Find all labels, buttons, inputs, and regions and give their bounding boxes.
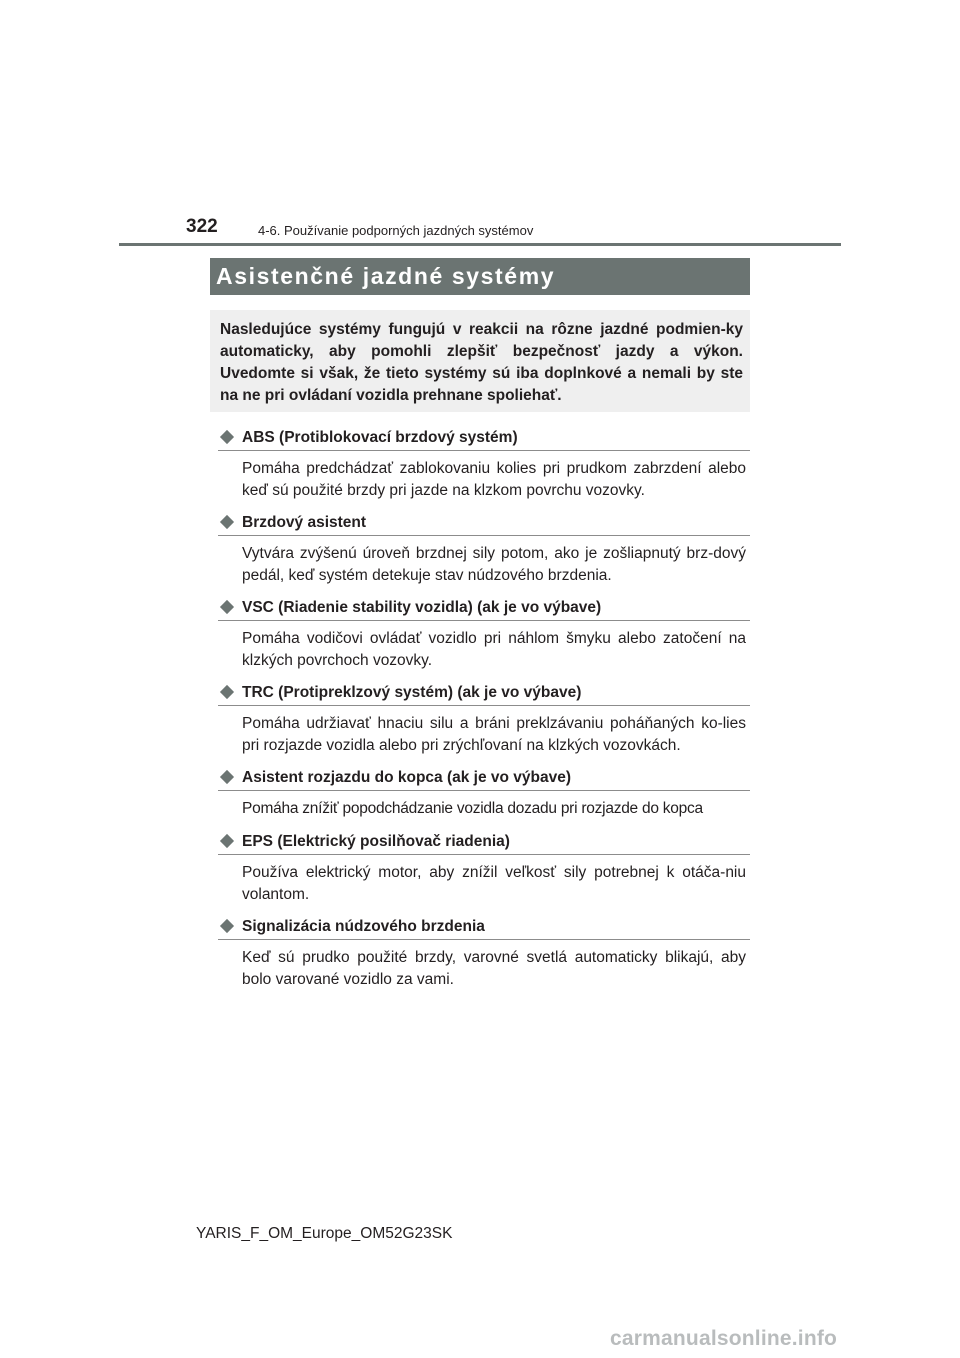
item-title: ABS (Protiblokovací brzdový systém) [242,429,518,446]
item-heading [218,683,750,705]
item-body: Pomáha predchádzať zablokovaniu kolies pri prudkom zabrzdení alebo keď sú použité brzdy pri jazde na klzkom povrchu vozovky. [242,460,746,499]
page-title: Asistenčné jazdné systémy [216,263,556,289]
diamond-bullet-icon [220,515,234,529]
list-item-hill-start-assist [218,768,750,820]
item-body: Vytvára zvýšenú úroveň brzdnej sily potom, ako je zošliapnutý brz-dový pedál, keď systém detekuje stav núdzového brzdenia. [242,545,746,584]
title-bar [210,258,750,295]
item-heading [218,513,750,535]
list-item-eps [218,832,750,906]
item-divider [218,790,750,791]
diamond-bullet-icon [220,685,234,699]
item-divider [218,705,750,706]
item-heading [218,768,750,790]
watermark: carmanualsonline.info [610,1327,838,1350]
item-heading [218,917,750,939]
item-heading [218,832,750,854]
item-body: Pomáha udržiavať hnaciu silu a bráni preklzávaniu poháňaných ko-lies pri rozjazde vozidla alebo pri zrýchľovaní na klzkých vozovkách. [242,715,746,754]
item-heading [218,428,750,450]
diamond-bullet-icon [220,770,234,784]
list-item-trc [218,683,750,757]
section-header: 4-6. Používanie podporných jazdných systémov [258,223,534,238]
diamond-bullet-icon [220,430,234,444]
item-title: Brzdový asistent [242,514,367,531]
item-divider [218,450,750,451]
item-title: TRC (Protipreklzový systém) (ak je vo výbave) [242,684,582,701]
diamond-bullet-icon [220,834,234,848]
header-rule [119,243,841,246]
item-divider [218,939,750,940]
item-body: Pomáha znížiť popodchádzanie vozidla dozadu pri rozjazde do kopca [242,800,703,817]
item-title: Signalizácia núdzového brzdenia [242,918,485,935]
list-item-brake-assist [218,513,750,587]
item-divider [218,620,750,621]
list-item-emergency-brake-signal [218,917,750,991]
item-divider [218,535,750,536]
intro-text: Nasledujúce systémy fungujú v reakcii na rôzne jazdné podmien-ky automaticky, aby pomohli zlepšiť bezpečnosť jazdy a výkon. Uvedomte si však, že tieto systémy sú iba doplnkové a nemali by ste na ne pri ovládaní vozidla prehnane spoliehať. [220,321,743,404]
item-divider [218,854,750,855]
diamond-bullet-icon [220,919,234,933]
intro-box [210,310,750,412]
item-title: Asistent rozjazdu do kopca (ak je vo výbave) [242,769,572,786]
footer-document-code: YARIS_F_OM_Europe_OM52G23SK [196,1225,453,1242]
page-number: 322 [186,216,218,237]
item-body: Keď sú prudko použité brzdy, varovné svetlá automaticky blikajú, aby bolo varované vozidlo za vami. [242,949,746,988]
item-body: Pomáha vodičovi ovládať vozidlo pri náhlom šmyku alebo zatočení na klzkých povrchoch vozovky. [242,630,746,669]
list-item-abs [218,428,750,502]
item-title: VSC (Riadenie stability vozidla) (ak je vo výbave) [242,599,602,616]
item-title: EPS (Elektrický posilňovač riadenia) [242,833,510,850]
item-body: Používa elektrický motor, aby znížil veľkosť sily potrebnej k otáča-niu volantom. [242,864,746,903]
list-item-vsc [218,598,750,672]
diamond-bullet-icon [220,600,234,614]
item-heading [218,598,750,620]
